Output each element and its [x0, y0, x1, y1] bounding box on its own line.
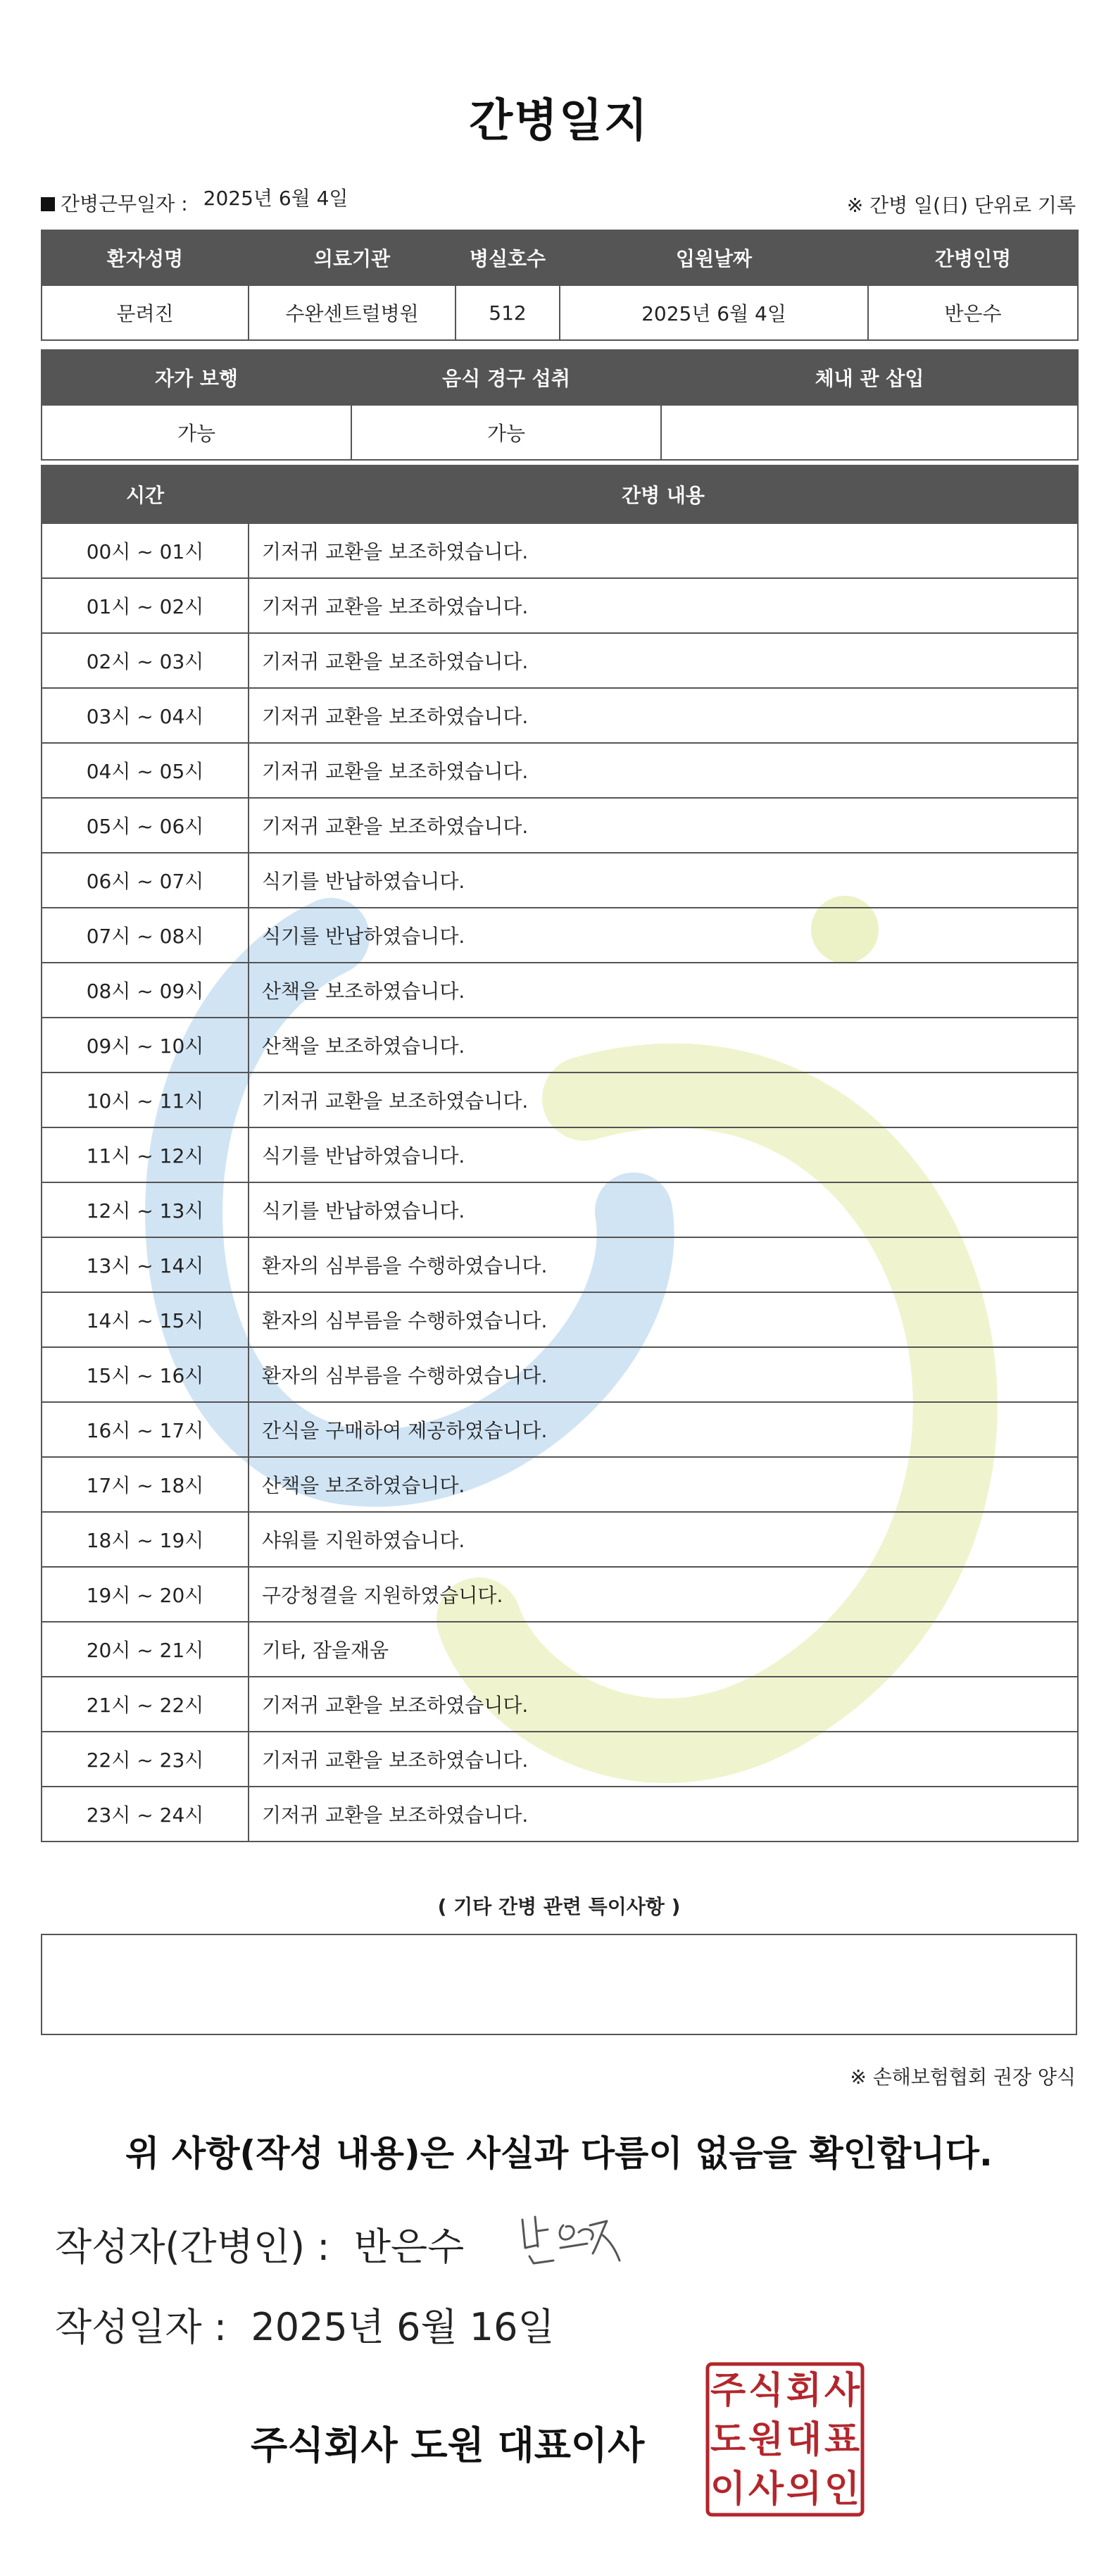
- care-log-content: 환자의 심부름을 수행하였습니다.: [249, 1237, 1078, 1292]
- stamp-character: 주: [710, 2370, 746, 2412]
- care-log-content: 기저귀 교환을 보조하였습니다.: [249, 1677, 1078, 1732]
- care-log-table: [41, 465, 1079, 1842]
- care-log-time: 00시 ~ 01시: [42, 523, 249, 578]
- stamp-character: 이: [710, 2468, 746, 2511]
- care-log-content: 기저귀 교환을 보조하였습니다.: [249, 578, 1078, 633]
- work-date-value: 2025년 6월 4일: [203, 187, 348, 210]
- header-time: 시간: [42, 465, 249, 523]
- care-log-row: [42, 578, 1078, 633]
- header-tube-insertion: 체내 관 삽입: [661, 350, 1078, 405]
- status-header-row: [42, 350, 1078, 405]
- admission-date: 2025년 6월 4일: [560, 285, 868, 340]
- care-log-time: 11시 ~ 12시: [42, 1127, 249, 1182]
- special-notes-title: ( 기타 간병 관련 특이사항 ): [437, 1895, 681, 1918]
- patient-info-header-row: [42, 230, 1078, 285]
- patient-info-table: [41, 230, 1079, 341]
- work-date-label: 간병근무일자 :: [61, 192, 188, 215]
- square-bullet-icon: [41, 197, 55, 211]
- header-oral-intake: 음식 경구 섭취: [351, 350, 661, 405]
- care-log-row: [42, 1182, 1078, 1237]
- care-log-content: 산책을 보조하였습니다.: [249, 963, 1078, 1018]
- care-log-row: [42, 963, 1078, 1018]
- care-log-time: 13시 ~ 14시: [42, 1237, 249, 1292]
- tube-insertion-value: [661, 405, 1078, 460]
- care-log-row: [42, 1457, 1078, 1512]
- care-log-row: [42, 1292, 1078, 1347]
- care-log-time: 09시 ~ 10시: [42, 1018, 249, 1073]
- care-log-time: 02시 ~ 03시: [42, 633, 249, 688]
- writer-name: 반은수: [353, 2225, 465, 2269]
- header-admission-date: 입원날짜: [560, 230, 868, 285]
- care-log-content: 기저귀 교환을 보조하였습니다.: [249, 743, 1078, 798]
- caregiver-name: 반은수: [868, 285, 1078, 340]
- care-log-row: [42, 1347, 1078, 1402]
- care-log-time: 07시 ~ 08시: [42, 908, 249, 963]
- care-log-content: 기저귀 교환을 보조하였습니다.: [249, 633, 1078, 688]
- care-log-time: 12시 ~ 13시: [42, 1182, 249, 1237]
- care-log-time: 14시 ~ 15시: [42, 1292, 249, 1347]
- oral-intake-value: 가능: [351, 405, 661, 460]
- write-date-value: 2025년 6월 16일: [251, 2305, 555, 2349]
- stamp-character: 원: [748, 2419, 784, 2461]
- care-log-time: 22시 ~ 23시: [42, 1732, 249, 1787]
- writer-line: [55, 2217, 464, 2271]
- patient-info-value-row: [42, 285, 1078, 340]
- care-log-content: 간식을 구매하여 제공하였습니다.: [249, 1402, 1078, 1457]
- page-title: 간병일지: [469, 95, 649, 147]
- care-log-row: [42, 853, 1078, 908]
- header-room-number: 병실호수: [456, 230, 560, 285]
- care-log-content: 환자의 심부름을 수행하였습니다.: [249, 1292, 1078, 1347]
- care-log-content: 식기를 반납하였습니다.: [249, 853, 1078, 908]
- stamp-character: 사: [824, 2370, 860, 2412]
- self-walking-value: 가능: [42, 405, 351, 460]
- care-log-row: [42, 523, 1078, 578]
- care-log-content: 식기를 반납하였습니다.: [249, 1182, 1078, 1237]
- stamp-character: 도: [710, 2419, 746, 2461]
- confirmation-statement: 위 사항(작성 내용)은 사실과 다름이 없음을 확인합니다.: [125, 2133, 993, 2174]
- care-log-row: [42, 1732, 1078, 1787]
- stamp-character: 표: [824, 2419, 860, 2461]
- care-log-row: [42, 633, 1078, 688]
- room-number: 512: [456, 285, 560, 340]
- care-log-row: [42, 1622, 1078, 1677]
- care-log-row: [42, 688, 1078, 743]
- stamp-character: 회: [786, 2370, 822, 2412]
- company-representative: 주식회사 도원 대표이사: [251, 2423, 645, 2468]
- care-log-time: 19시 ~ 20시: [42, 1567, 249, 1622]
- care-log-content: 기저귀 교환을 보조하였습니다.: [249, 688, 1078, 743]
- care-log-row: [42, 1512, 1078, 1567]
- care-log-time: 17시 ~ 18시: [42, 1457, 249, 1512]
- care-log-header-row: [42, 465, 1078, 523]
- care-log-row: [42, 1073, 1078, 1127]
- care-log-time: 20시 ~ 21시: [42, 1622, 249, 1677]
- care-log-content: 산책을 보조하였습니다.: [249, 1457, 1078, 1512]
- care-log-row: [42, 1018, 1078, 1073]
- care-log-content: 기저귀 교환을 보조하였습니다.: [249, 1787, 1078, 1842]
- stamp-character: 사: [748, 2468, 784, 2511]
- unit-note: ※ 간병 일(日) 단위로 기록: [846, 194, 1076, 217]
- header-care-content: 간병 내용: [249, 465, 1078, 523]
- care-log-time: 23시 ~ 24시: [42, 1787, 249, 1842]
- care-log-content: 기저귀 교환을 보조하였습니다.: [249, 523, 1078, 578]
- care-log-row: [42, 1237, 1078, 1292]
- care-log-time: 05시 ~ 06시: [42, 798, 249, 853]
- stamp-character: 의: [786, 2468, 822, 2511]
- care-log-time: 01시 ~ 02시: [42, 578, 249, 633]
- care-log-time: 04시 ~ 05시: [42, 743, 249, 798]
- care-log-row: [42, 743, 1078, 798]
- care-log-time: 10시 ~ 11시: [42, 1073, 249, 1127]
- care-log-time: 15시 ~ 16시: [42, 1347, 249, 1402]
- care-log-row: [42, 1127, 1078, 1182]
- work-date: [41, 189, 348, 217]
- care-log-row: [42, 1677, 1078, 1732]
- status-value-row: [42, 405, 1078, 460]
- header-self-walking: 자가 보행: [42, 350, 351, 405]
- care-log-row: [42, 1402, 1078, 1457]
- header-medical-institution: 의료기관: [249, 230, 456, 285]
- care-log-row: [42, 1567, 1078, 1622]
- write-date-line: [55, 2297, 555, 2351]
- care-log-time: 08시 ~ 09시: [42, 963, 249, 1018]
- header-patient-name: 환자성명: [42, 230, 249, 285]
- care-log-time: 18시 ~ 19시: [42, 1512, 249, 1567]
- care-log-content: 기타, 잠을재움: [249, 1622, 1078, 1677]
- patient-name: 문려진: [42, 285, 249, 340]
- care-log-content: 샤워를 지원하였습니다.: [249, 1512, 1078, 1567]
- care-log-content: 환자의 심부름을 수행하였습니다.: [249, 1347, 1078, 1402]
- care-log-content: 산책을 보조하였습니다.: [249, 1018, 1078, 1073]
- care-log-content: 기저귀 교환을 보조하였습니다.: [249, 798, 1078, 853]
- stamp-character: 식: [748, 2370, 784, 2412]
- care-log-content: 식기를 반납하였습니다.: [249, 1127, 1078, 1182]
- stamp-character: 대: [786, 2419, 822, 2461]
- care-log-row: [42, 1787, 1078, 1842]
- care-log-body: [42, 523, 1078, 1842]
- care-log-content: 구강청결을 지원하였습니다.: [249, 1567, 1078, 1622]
- stamp-character: 인: [824, 2468, 860, 2511]
- care-log-time: 16시 ~ 17시: [42, 1402, 249, 1457]
- care-log-content: 기저귀 교환을 보조하였습니다.: [249, 1732, 1078, 1787]
- company-seal-stamp: [705, 2362, 865, 2517]
- care-log-content: 식기를 반납하였습니다.: [249, 908, 1078, 963]
- patient-status-table: [41, 349, 1079, 461]
- form-note: ※ 손해보험협회 권장 양식: [850, 2065, 1076, 2089]
- write-date-label: 작성일자 :: [55, 2305, 227, 2349]
- care-log-row: [42, 908, 1078, 963]
- medical-institution: 수완센트럴병원: [249, 285, 456, 340]
- care-log-row: [42, 798, 1078, 853]
- care-log-time: 03시 ~ 04시: [42, 688, 249, 743]
- care-log-time: 21시 ~ 22시: [42, 1677, 249, 1732]
- care-log-content: 기저귀 교환을 보조하였습니다.: [249, 1073, 1078, 1127]
- writer-label: 작성자(간병인) :: [55, 2225, 330, 2269]
- handwritten-signature: [514, 2204, 634, 2275]
- care-log-time: 06시 ~ 07시: [42, 853, 249, 908]
- header-caregiver-name: 간병인명: [868, 230, 1078, 285]
- special-notes-box: [41, 1934, 1077, 2035]
